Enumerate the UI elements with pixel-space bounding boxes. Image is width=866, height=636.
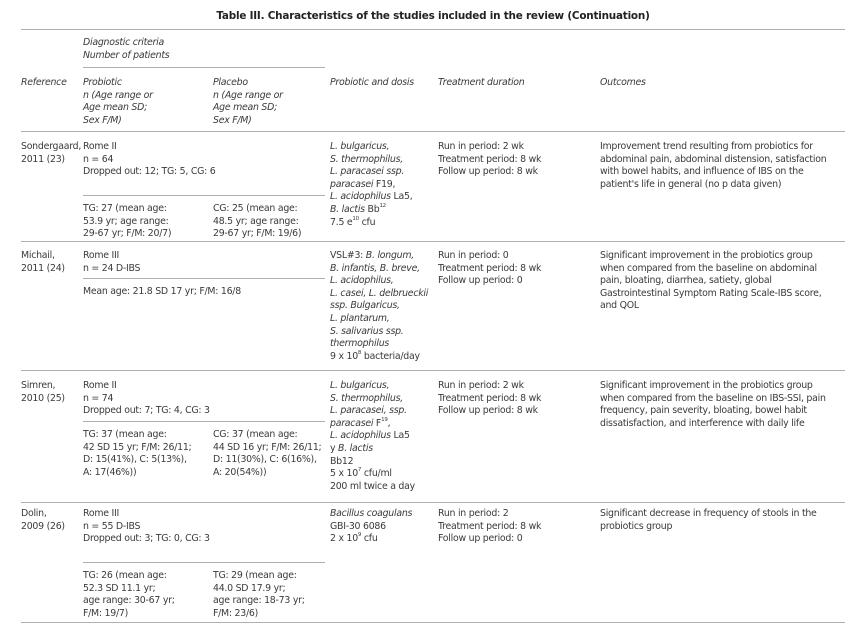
row2-criteria: Rome III n = 24 D-IBS: [83, 250, 141, 274]
header-probiotic: Probiotic n (Age range or Age mean SD; Sex F/M): [83, 77, 153, 126]
table-title: Table III. Characteristics of the studies included in the review (Continuation): [216, 10, 650, 22]
row4-outcomes: Significant decrease in frequency of stools in the probiotics group: [600, 508, 817, 532]
header-duration: Treatment duration: [438, 77, 525, 88]
header-dosis: Probiotic and dosis: [330, 77, 414, 88]
row3-placebo: CG: 37 (mean age: 44 SD 16 yr; F/M: 26/11; D: 11(30%), C: 6(16%), A: 20(54%)): [213, 429, 322, 478]
header-outcomes: Outcomes: [600, 77, 646, 88]
row4-dosis: Bacillus coagulans GBI-30 6086 2 x $10^9$ cfu: [330, 508, 413, 545]
row4-placebo: TG: 29 (mean age: 44.0 SD 17.9 yr; age range: 18-73 yr; F/M: 23/6): [213, 570, 305, 619]
row1-outcomes: Improvement trend resulting from probiotics for abdominal pain, abdominal distension, satisfaction with bowel habits, and influence of IBS on the patient's life in general (no p data given): [600, 141, 827, 190]
row2-dosis: VSL#3: B. longum, B. infantis, B. breve, L. acidophilus, L. casei, L. delbrueckii ssp. Bulgaricus, L. plantarum, S. salivarius ssp. thermophilus 9 x $10^8$ bacteria/day: [330, 250, 429, 362]
row3-duration: Run in period: 2 wk Treatment period: 8 wk Follow up period: 8 wk: [438, 380, 542, 417]
row4-bottom-rule: [21, 622, 845, 623]
row3-outcomes: Significant improvement in the probiotics group when compared from the baseline on IBS-SSI, pain frequency, pain severity, bloating, bowel habit dissatisfaction, and interference with daily life: [600, 380, 826, 429]
row1-bottom-rule: [21, 241, 845, 242]
header-diagnostic-criteria: Diagnostic criteria Number of patients: [83, 37, 170, 61]
row3-bottom-rule: [21, 502, 845, 503]
row2-duration: Run in period: 0 Treatment period: 8 wk Follow up period: 0: [438, 250, 542, 287]
row2-outcomes: Significant improvement in the probiotics group when compared from the baseline on abdominal pain, bloating, diarrhea, satiety, global Gastrointestinal Symptom Rating Scale-IBS score, and QOL: [600, 250, 822, 312]
row4-duration: Run in period: 2 Treatment period: 8 wk Follow up period: 0: [438, 508, 542, 545]
header-reference: Reference: [21, 77, 67, 88]
row4-criteria: Rome III n = 55 D-IBS Dropped out: 3; TG: 0, CG: 3: [83, 508, 210, 545]
header-placebo: Placebo n (Age range or Age mean SD; Sex F/M): [213, 77, 283, 126]
row4-reference: Dolin, 2009 (26): [21, 508, 65, 532]
row4-probiotic: TG: 26 (mean age: 52.3 SD 11.1 yr; age range: 30-67 yr; F/M: 19/7): [83, 570, 175, 619]
header-sub-rule: [83, 67, 325, 68]
row1-probiotic: TG: 27 (mean age: 53.9 yr; age range: 29-67 yr; F/M: 20/7): [83, 203, 172, 240]
row1-criteria: Rome II n = 64 Dropped out: 12; TG: 5, CG: 6: [83, 141, 216, 178]
row3-sub-rule: [83, 421, 325, 422]
row2-sub-rule: [83, 278, 325, 279]
row1-placebo: CG: 25 (mean age: 48.5 yr; age range: 29-67 yr; F/M: 19/6): [213, 203, 302, 240]
row3-criteria: Rome II n = 74 Dropped out: 7; TG: 4, CG: 3: [83, 380, 210, 417]
row1-dosis: L. bulgaricus, S. thermophilus, L. paracasei ssp. paracasei F19, L. acidophilus La5, B. lactis Bb$^{12}$ 7.5 $e^{10}$ cfu: [330, 141, 413, 228]
header-bottom-rule: [21, 131, 845, 132]
row3-reference: Simren, 2010 (25): [21, 380, 65, 404]
row2-bottom-rule: [21, 370, 845, 371]
row1-sub-rule: [83, 195, 325, 196]
row4-sub-rule: [83, 562, 325, 563]
top-rule: [21, 29, 845, 30]
row2-reference: Michail, 2011 (24): [21, 250, 65, 274]
row1-reference: Sondergaard, 2011 (23): [21, 141, 82, 165]
row3-probiotic: TG: 37 (mean age: 42 SD 15 yr; F/M: 26/11; D: 15(41%), C: 5(13%), A: 17(46%)): [83, 429, 192, 478]
row2-combined: Mean age: 21.8 SD 17 yr; F/M: 16/8: [83, 286, 241, 297]
row1-duration: Run in period: 2 wk Treatment period: 8 wk Follow up period: 8 wk: [438, 141, 542, 178]
row3-dosis: L. bulgaricus, S. thermophilus, L. paracasei, ssp. paracasei $F^{19}$, L. acidophilus La5 y B. lactis Bb12 5 x $10^7$ cfu/ml 200 ml twice a day: [330, 380, 415, 492]
